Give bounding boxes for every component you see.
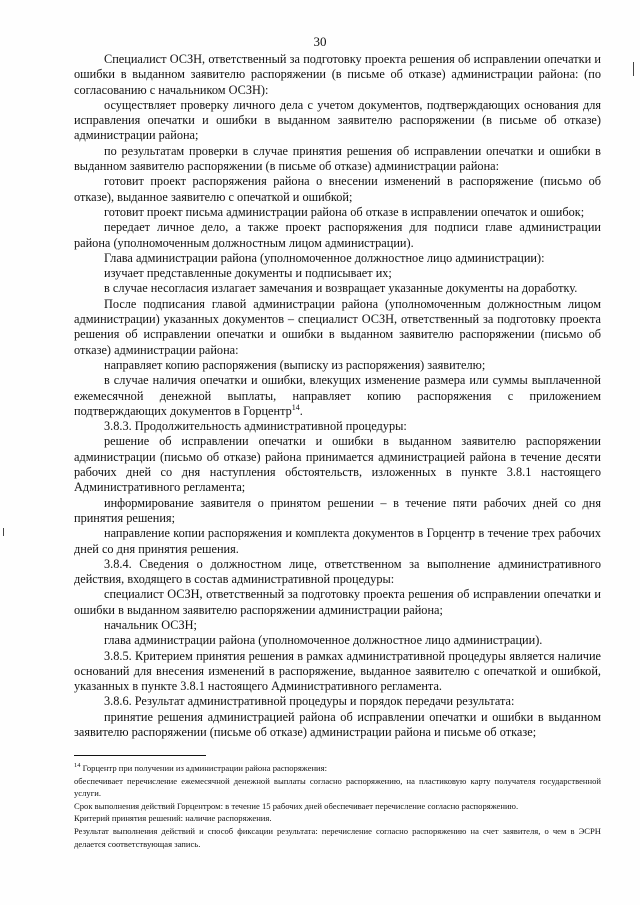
paragraph-text: готовит проект распоряжения района о внесении изменений в распоряжение (письмо об отказе), выданное заявителю с опечаткой и ошибкой; — [74, 174, 601, 204]
paragraph — [74, 710, 601, 741]
footnote-separator — [74, 755, 206, 756]
paragraph-text: глава администрации района (уполномоченное должностное лицо администрации). — [104, 633, 543, 648]
paragraph — [74, 587, 601, 618]
paragraph — [74, 358, 601, 373]
footnotes — [74, 762, 601, 850]
paragraph — [74, 174, 601, 205]
paragraph-text: Специалист ОСЗН, ответственный за подготовку проекта решения об исправлении опечатки и ошибки в выданном заявителю распоряжении (в письме об отказе) администрации района: (по согласованию с начальником ОСЗН): — [74, 52, 601, 97]
paragraph-text: Глава администрации района (уполномоченное должностное лицо администрации): — [104, 250, 545, 265]
paragraph-text: в случае несогласия излагает замечания и возвращает указанные документы на доработку. — [104, 281, 578, 296]
scan-artifact-mark — [3, 528, 4, 536]
paragraph-text: 3.8.5. Критерием принятия решения в рамках административной процедуры является наличие оснований для внесения изменений в распоряжение, выданное заявителю с опечаткой и ошибкой, указанных в пункте 3.8.1 настоящего Административного регламента. — [74, 648, 601, 694]
paragraph — [74, 251, 601, 266]
paragraph — [74, 52, 601, 98]
paragraph-text: специалист ОСЗН, ответственный за подготовку проекта решения об исправлении опечатки и ошибки в выданном заявителю распоряжении администрации района; — [74, 587, 601, 617]
paragraph — [74, 633, 601, 648]
footnote-text: Результат выполнения действий и способ фиксации результата: перечисление согласно распоряжению на счет заявителя, о чем в ЭСРН делается соответствующая запись. — [74, 825, 601, 849]
footnote-line — [74, 775, 601, 800]
paragraph-text: принятие решения администрацией района об исправлении опечатки и ошибки в выданном заявителю распоряжении (письме об отказе) администрации района и письме об отказе; — [74, 709, 601, 740]
footnote-number: 14 — [74, 762, 81, 770]
paragraph-tail: . — [299, 403, 303, 418]
paragraph — [74, 434, 601, 495]
paragraph — [74, 557, 601, 588]
paragraph-text: 3.8.3. Продолжительность административной процедуры: — [104, 419, 407, 434]
scan-artifact-mark — [633, 62, 634, 76]
paragraph — [74, 266, 601, 281]
paragraph — [74, 297, 601, 358]
paragraph-text: передает личное дело, а также проект распоряжения для подписи главе администрации района (уполномоченным должностным лицом администрации). — [74, 220, 601, 250]
paragraph-text: 3.8.4. Сведения о должностном лице, ответственном за выполнение административного действия, входящего в состав административной процедуры: — [74, 556, 601, 587]
paragraph-text: направление копии распоряжения и комплекта документов в Горцентр в течение трех рабочих дней со дня принятия решения. — [74, 526, 601, 556]
footnote-line — [74, 800, 601, 813]
footnote-text: Горцентр при получении из администрации района распоряжения: — [82, 763, 327, 773]
paragraph-text: в случае наличия опечатки и ошибки, влекущих изменение размера или суммы выплаченной ежемесячной денежной выплаты, направляет копию распоряжения с приложением подтверждающих документов в Горцентр — [74, 373, 601, 418]
paragraph — [74, 98, 601, 144]
paragraph-text: После подписания главой администрации района (уполномоченным должностным лицом администрации) указанных документов – специалист ОСЗН, ответственный за подготовку проекта решения об исправлении опечатки и ошибки в выданном заявителю распоряжении (письмо об отказе) администрации района: — [74, 296, 601, 357]
footnote-line — [74, 825, 601, 850]
paragraph-text: готовит проект письма администрации района об отказе в исправлении опечаток и ошибок; — [104, 204, 585, 219]
paragraph — [74, 526, 601, 557]
footnote-line — [74, 812, 601, 825]
paragraph-text: по результатам проверки в случае принятия решения об исправлении опечатки и ошибки в выданном заявителю распоряжении (в письме об отказе) администрации района: — [74, 143, 601, 174]
footnote-text: Срок выполнения действий Горцентром: в течение 15 рабочих дней обеспечивает перечисление согласно распоряжению. — [74, 800, 519, 811]
paragraph — [74, 419, 601, 434]
paragraph-text: начальник ОСЗН; — [104, 617, 197, 632]
paragraph-text: осуществляет проверку личного дела с учетом документов, подтверждающих основания для исправления опечатки и ошибки в выданном заявителю распоряжении (в письме об отказе) администрации района; — [74, 97, 601, 143]
footnote-line — [74, 762, 601, 775]
page-number: 30 — [313, 34, 327, 49]
paragraph — [74, 618, 601, 633]
paragraph-text: 3.8.6. Результат административной процедуры и порядок передачи результата: — [104, 694, 515, 709]
footnote-reference[interactable]: 14 — [291, 402, 300, 412]
footnote-text: обеспечивает перечисление ежемесячной денежной выплаты согласно распоряжению, на пластиковую карту получателя государственной услуги. — [74, 775, 601, 799]
paragraph-text: изучает представленные документы и подписывает их; — [104, 266, 392, 281]
paragraph-text: направляет копию распоряжения (выписку из распоряжения) заявителю; — [104, 357, 486, 372]
paragraph — [74, 649, 601, 695]
paragraph — [74, 496, 601, 527]
paragraph — [74, 281, 601, 296]
paragraph — [74, 373, 601, 419]
paragraph — [74, 220, 601, 251]
paragraph — [74, 205, 601, 220]
paragraph — [74, 144, 601, 175]
main-text — [74, 52, 601, 740]
footnote-text: Критерий принятия решений: наличие распоряжения. — [74, 813, 272, 824]
paragraph-text: информирование заявителя о принятом решении – в течение пяти рабочих дней со дня принятия решения; — [74, 495, 601, 525]
paragraph — [74, 694, 601, 709]
paragraph-text: решение об исправлении опечатки и ошибки в выданном заявителю распоряжении администрации (письмо об отказе) района принимается администрацией района в течение десяти рабочих дней со дня наступления обстоятельств, изложенных в пункте 3.8.1 настоящего Административного регламента; — [74, 434, 601, 495]
